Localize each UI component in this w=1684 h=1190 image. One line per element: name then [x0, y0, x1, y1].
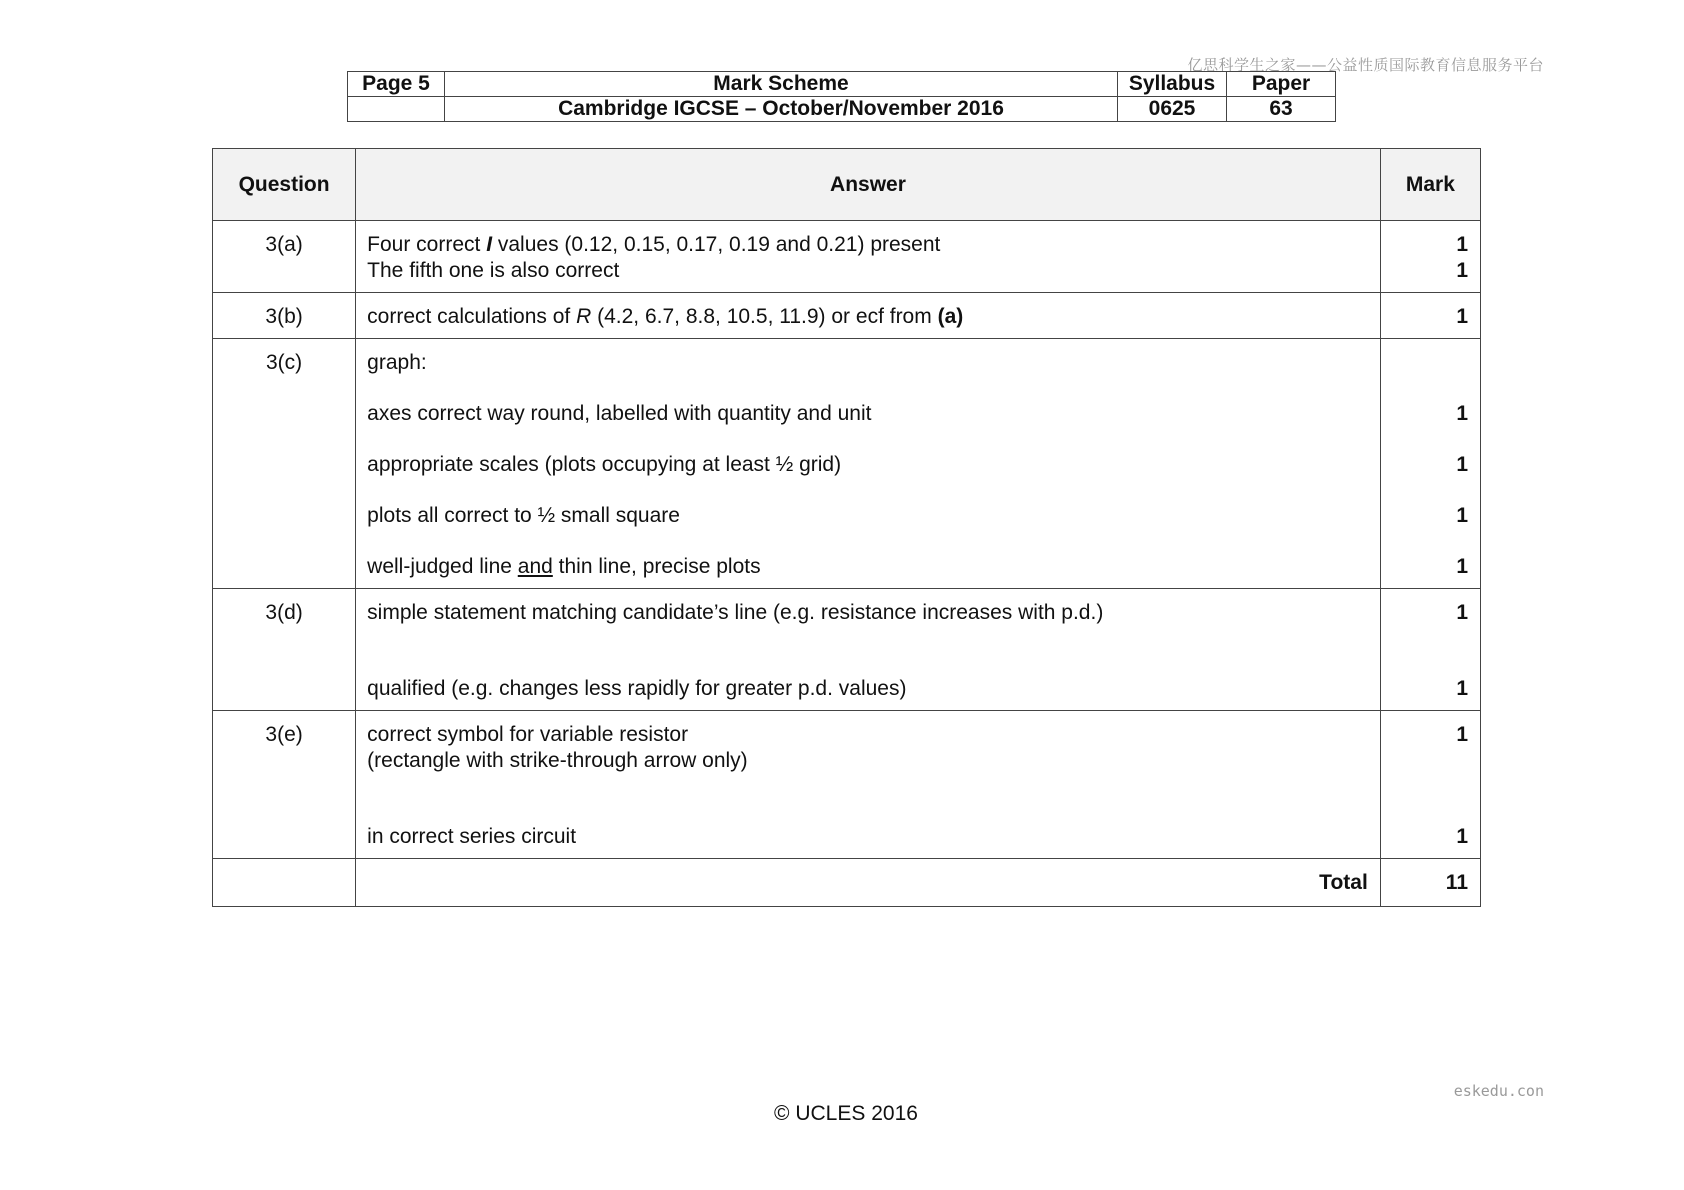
mark-cell: 1 1 1 1 — [1380, 339, 1480, 589]
answer-line: graph: — [367, 351, 427, 374]
question-number: 3(d) — [213, 589, 356, 711]
blank-cell — [213, 859, 356, 907]
mark-cell: 1 — [1380, 293, 1480, 339]
mark-cell: 1 1 — [1380, 711, 1480, 859]
table-row — [213, 711, 1481, 859]
answer-line: in correct series circuit — [367, 825, 577, 848]
answer-line: simple statement matching candidate’s line (e.g. resistance increases with p.d.) — [367, 601, 1104, 624]
question-number: 3(c) — [213, 339, 356, 589]
mark-cell: 1 1 — [1380, 589, 1480, 711]
page-number: Page 5 — [348, 72, 445, 97]
exam-name: Cambridge IGCSE – October/November 2016 — [445, 97, 1118, 122]
paper-number: 63 — [1227, 97, 1336, 122]
syllabus-code: 0625 — [1118, 97, 1227, 122]
answer-line: correct symbol for variable resistor — [367, 723, 689, 746]
answer-cell — [356, 221, 1381, 293]
watermark-top: 亿思科学生之家——公益性质国际教育信息服务平台 — [1187, 56, 1544, 74]
total-row — [213, 859, 1481, 907]
table-row — [213, 589, 1481, 711]
total-value: 11 — [1380, 859, 1480, 907]
answer-line: Four correct I values (0.12, 0.15, 0.17, 0.19 and 0.21) present — [367, 233, 941, 256]
mark-column-header: Mark — [1380, 149, 1480, 221]
mark-cell: 1 1 — [1380, 221, 1480, 293]
question-column-header: Question — [213, 149, 356, 221]
mark-scheme-table — [212, 148, 1481, 907]
table-row — [213, 339, 1481, 589]
table-row — [213, 293, 1481, 339]
watermark-bottom: eskedu.con — [1453, 1082, 1544, 1100]
answer-line: correct calculations of R (4.2, 6.7, 8.8, 10.5, 11.9) or ecf from (a) — [367, 305, 964, 328]
answer-line: plots all correct to ½ small square — [367, 504, 680, 527]
answer-line: well-judged line and thin line, precise plots — [367, 555, 761, 578]
answer-cell — [356, 293, 1381, 339]
table-row — [213, 221, 1481, 293]
copyright-footer: © UCLES 2016 — [774, 1102, 918, 1125]
answer-line: (rectangle with strike-through arrow only) — [367, 749, 748, 772]
syllabus-label: Syllabus — [1118, 72, 1227, 97]
question-number: 3(b) — [213, 293, 356, 339]
answer-cell — [356, 589, 1381, 711]
answer-line: The fifth one is also correct — [367, 259, 620, 282]
question-number: 3(a) — [213, 221, 356, 293]
answer-line: axes correct way round, labelled with quantity and unit — [367, 402, 872, 425]
answer-column-header: Answer — [356, 149, 1381, 221]
question-number: 3(e) — [213, 711, 356, 859]
total-label: Total — [356, 859, 1381, 907]
table-header-row — [213, 149, 1481, 221]
blank-cell — [348, 97, 445, 122]
paper-label: Paper — [1227, 72, 1336, 97]
page-header-table — [347, 71, 1336, 122]
answer-cell — [356, 711, 1381, 859]
answer-cell — [356, 339, 1381, 589]
document-title: Mark Scheme — [445, 72, 1118, 97]
answer-line: qualified (e.g. changes less rapidly for greater p.d. values) — [367, 677, 907, 700]
answer-line: appropriate scales (plots occupying at least ½ grid) — [367, 453, 842, 476]
